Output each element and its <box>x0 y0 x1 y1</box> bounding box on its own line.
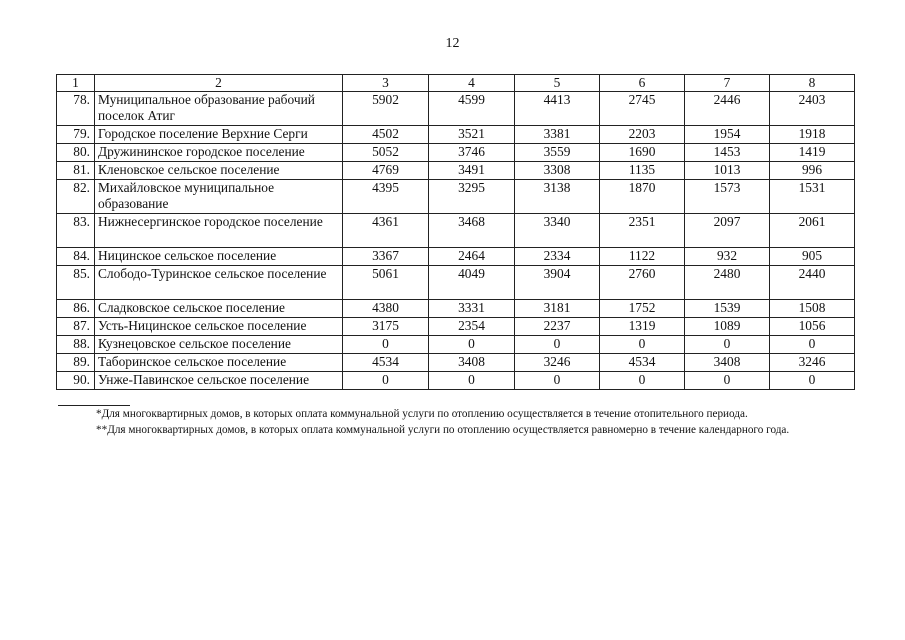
value-cell-col4: 3491 <box>429 162 515 180</box>
table-row <box>57 300 855 318</box>
value-cell-col7: 1954 <box>685 126 770 144</box>
value-cell-col3: 5061 <box>343 266 429 300</box>
row-number-cell: 89. <box>57 354 95 372</box>
value-cell-col3: 5902 <box>343 92 429 126</box>
value-cell-col8: 3246 <box>770 354 855 372</box>
table-row <box>57 318 855 336</box>
header-cell: 2 <box>95 75 343 92</box>
value-cell-col7: 3408 <box>685 354 770 372</box>
settlement-name-cell: Ницинское сельское поселение <box>95 248 343 266</box>
table-row <box>57 214 855 248</box>
value-cell-col8: 996 <box>770 162 855 180</box>
header-cell: 5 <box>515 75 600 92</box>
value-cell-col3: 4361 <box>343 214 429 248</box>
row-number-cell: 85. <box>57 266 95 300</box>
value-cell-col8: 2403 <box>770 92 855 126</box>
value-cell-col3: 4395 <box>343 180 429 214</box>
footnote-1: *Для многоквартирных домов, в которых оплата коммунальной услуги по отоплению осуществляется в течение отопительного периода. <box>96 408 748 420</box>
row-number-cell: 88. <box>57 336 95 354</box>
row-number-cell: 81. <box>57 162 95 180</box>
value-cell-col6: 1870 <box>600 180 685 214</box>
value-cell-col3: 4380 <box>343 300 429 318</box>
value-cell-col6: 1690 <box>600 144 685 162</box>
table-header-row <box>57 75 855 92</box>
value-cell-col8: 0 <box>770 336 855 354</box>
value-cell-col4: 3331 <box>429 300 515 318</box>
value-cell-col8: 1918 <box>770 126 855 144</box>
value-cell-col6: 2745 <box>600 92 685 126</box>
value-cell-col7: 2097 <box>685 214 770 248</box>
row-number-cell: 87. <box>57 318 95 336</box>
value-cell-col4: 4049 <box>429 266 515 300</box>
value-cell-col3: 4534 <box>343 354 429 372</box>
settlement-name-cell: Кленовское сельское поселение <box>95 162 343 180</box>
value-cell-col7: 1573 <box>685 180 770 214</box>
value-cell-col6: 2760 <box>600 266 685 300</box>
settlement-name-cell: Унже-Павинское сельское поселение <box>95 372 343 390</box>
settlement-name-cell: Таборинское сельское поселение <box>95 354 343 372</box>
settlement-name-cell: Дружининское городское поселение <box>95 144 343 162</box>
settlement-name-cell: Городское поселение Верхние Серги <box>95 126 343 144</box>
value-cell-col6: 0 <box>600 336 685 354</box>
value-cell-col5: 3181 <box>515 300 600 318</box>
value-cell-col3: 4769 <box>343 162 429 180</box>
value-cell-col5: 0 <box>515 372 600 390</box>
value-cell-col5: 0 <box>515 336 600 354</box>
value-cell-col5: 3138 <box>515 180 600 214</box>
table-row <box>57 180 855 214</box>
settlement-name-cell: Муниципальное образование рабочий поселок Атиг <box>95 92 343 126</box>
value-cell-col6: 1135 <box>600 162 685 180</box>
value-cell-col3: 4502 <box>343 126 429 144</box>
row-number-cell: 90. <box>57 372 95 390</box>
data-table <box>56 74 855 390</box>
value-cell-col5: 3381 <box>515 126 600 144</box>
header-cell: 6 <box>600 75 685 92</box>
value-cell-col7: 1453 <box>685 144 770 162</box>
value-cell-col5: 3904 <box>515 266 600 300</box>
value-cell-col7: 2480 <box>685 266 770 300</box>
value-cell-col7: 1539 <box>685 300 770 318</box>
value-cell-col5: 3559 <box>515 144 600 162</box>
value-cell-col6: 1752 <box>600 300 685 318</box>
value-cell-col6: 1319 <box>600 318 685 336</box>
table-row <box>57 126 855 144</box>
value-cell-col8: 2061 <box>770 214 855 248</box>
table-row <box>57 354 855 372</box>
value-cell-col7: 0 <box>685 372 770 390</box>
value-cell-col3: 3175 <box>343 318 429 336</box>
value-cell-col8: 1056 <box>770 318 855 336</box>
value-cell-col4: 2354 <box>429 318 515 336</box>
row-number-cell: 84. <box>57 248 95 266</box>
value-cell-col8: 905 <box>770 248 855 266</box>
value-cell-col4: 0 <box>429 336 515 354</box>
value-cell-col7: 1089 <box>685 318 770 336</box>
value-cell-col4: 3746 <box>429 144 515 162</box>
value-cell-col6: 4534 <box>600 354 685 372</box>
value-cell-col8: 1508 <box>770 300 855 318</box>
row-number-cell: 82. <box>57 180 95 214</box>
value-cell-col8: 0 <box>770 372 855 390</box>
table-row <box>57 162 855 180</box>
value-cell-col7: 2446 <box>685 92 770 126</box>
value-cell-col8: 1531 <box>770 180 855 214</box>
value-cell-col5: 3340 <box>515 214 600 248</box>
value-cell-col8: 1419 <box>770 144 855 162</box>
value-cell-col8: 2440 <box>770 266 855 300</box>
value-cell-col5: 3308 <box>515 162 600 180</box>
value-cell-col4: 2464 <box>429 248 515 266</box>
row-number-cell: 79. <box>57 126 95 144</box>
row-number-cell: 83. <box>57 214 95 248</box>
header-cell: 4 <box>429 75 515 92</box>
row-number-cell: 78. <box>57 92 95 126</box>
value-cell-col4: 3408 <box>429 354 515 372</box>
value-cell-col5: 2237 <box>515 318 600 336</box>
value-cell-col7: 932 <box>685 248 770 266</box>
value-cell-col3: 3367 <box>343 248 429 266</box>
row-number-cell: 86. <box>57 300 95 318</box>
page-number: 12 <box>445 36 460 51</box>
table-row <box>57 336 855 354</box>
table-row <box>57 266 855 300</box>
header-cell: 3 <box>343 75 429 92</box>
table-row <box>57 92 855 126</box>
table-row <box>57 248 855 266</box>
table-row <box>57 372 855 390</box>
value-cell-col5: 4413 <box>515 92 600 126</box>
settlement-name-cell: Слободо-Туринское сельское поселение <box>95 266 343 300</box>
value-cell-col4: 3521 <box>429 126 515 144</box>
settlement-name-cell: Кузнецовское сельское поселение <box>95 336 343 354</box>
value-cell-col5: 2334 <box>515 248 600 266</box>
row-number-cell: 80. <box>57 144 95 162</box>
value-cell-col3: 5052 <box>343 144 429 162</box>
value-cell-col3: 0 <box>343 336 429 354</box>
value-cell-col5: 3246 <box>515 354 600 372</box>
value-cell-col4: 0 <box>429 372 515 390</box>
footnotes <box>58 406 844 438</box>
table-row <box>57 144 855 162</box>
value-cell-col7: 1013 <box>685 162 770 180</box>
settlement-name-cell: Михайловское муниципальное образование <box>95 180 343 214</box>
header-cell: 1 <box>57 75 95 92</box>
value-cell-col6: 2351 <box>600 214 685 248</box>
settlement-name-cell: Усть-Ницинское сельское поселение <box>95 318 343 336</box>
settlement-name-cell: Нижнесергинское городское поселение <box>95 214 343 248</box>
header-cell: 8 <box>770 75 855 92</box>
value-cell-col6: 2203 <box>600 126 685 144</box>
table-body <box>57 92 855 390</box>
header-cell: 7 <box>685 75 770 92</box>
value-cell-col6: 0 <box>600 372 685 390</box>
value-cell-col6: 1122 <box>600 248 685 266</box>
value-cell-col4: 3295 <box>429 180 515 214</box>
footnote-2: **Для многоквартирных домов, в которых оплата коммунальной услуги по отоплению осуществляется равномерно в течение календарного года. <box>96 424 790 436</box>
value-cell-col3: 0 <box>343 372 429 390</box>
value-cell-col4: 4599 <box>429 92 515 126</box>
value-cell-col4: 3468 <box>429 214 515 248</box>
settlement-name-cell: Сладковское сельское поселение <box>95 300 343 318</box>
value-cell-col7: 0 <box>685 336 770 354</box>
